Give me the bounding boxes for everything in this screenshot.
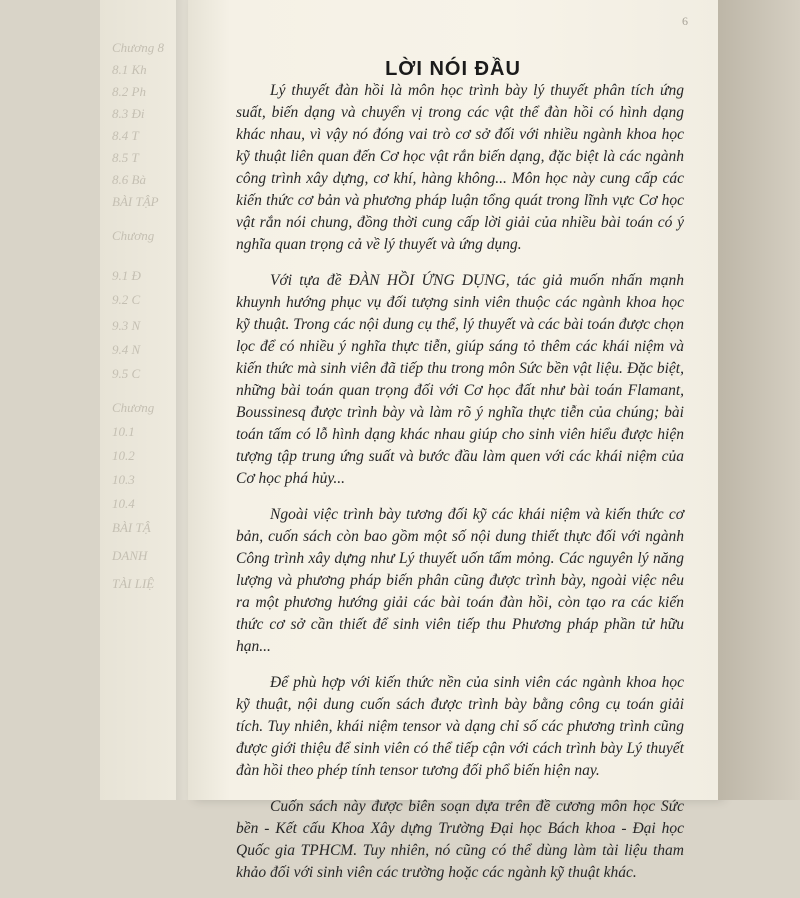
toc-fragment: 10.2 — [112, 448, 135, 463]
toc-fragment: 9.4 N — [112, 342, 141, 357]
page-number: 6 — [682, 14, 688, 28]
toc-fragment: Chương 8 — [112, 40, 164, 55]
toc-fragment: 10.4 — [112, 496, 135, 511]
toc-fragment: 9.3 N — [112, 318, 141, 333]
paragraph: Ngoài việc trình bày tương đối kỹ các khái niệm và kiến thức cơ bản, cuốn sách còn bao gồm một số nội dung thiết thực đối với ngành Công trình xây dựng như Lý thuyết uốn tấm mỏng. Các nguyên lý năng lượng và phương pháp biến phân cũng được trình bày, ngoài việc nêu ra một phương hướng giải các bài toán đàn hồi, còn tạo ra các kiến thức cơ sở cần thiết để sinh viên tiếp thu Phương pháp phần tử hữu hạn... — [236, 506, 684, 655]
toc-fragment: TÀI LIỆ — [112, 576, 155, 591]
toc-fragment: DANH — [112, 548, 148, 563]
toc-fragment: 8.6 Bà — [112, 172, 146, 187]
paragraph: Lý thuyết đàn hồi là môn học trình bày lý thuyết phân tích ứng suất, biến dạng và chuyển vị trong các vật thể đàn hồi có hình dạng khác nhau, vì vậy nó đóng vai trò cơ sở đối với nhiều ngành khoa học kỹ thuật liên quan đến Cơ học vật rắn biến dạng, đặc biệt là các ngành công trình xây dựng, cơ khí, hàng không... Môn học này cung cấp các kiến thức cơ bản và phương pháp luận tổng quát trong lĩnh vực Cơ học vật rắn nói chung, đồng thời cung cấp lời giải của nhiều bài toán có ý nghĩa quan trọng cả về lý thuyết và ứng dụng. — [236, 82, 684, 253]
toc-fragment: 8.1 Kh — [112, 62, 147, 77]
paragraph: Để phù hợp với kiến thức nền của sinh viên các ngành khoa học kỹ thuật, nội dung cuốn sách được trình bày bằng công cụ toán giải tích. Tuy nhiên, khái niệm tensor và dạng chỉ số các phương trình cũng được giới thiệu để sinh viên có thể tiếp cận với cách trình bày Lý thuyết đàn hồi theo phép tính tensor tương đối phổ biến hiện nay. — [236, 674, 684, 779]
toc-fragment: 8.3 Đi — [112, 106, 145, 121]
paragraph: Với tựa đề ĐÀN HỒI ỨNG DỤNG, tác giả muốn nhấn mạnh khuynh hướng phục vụ đối tượng sinh viên thuộc các ngành khoa học kỹ thuật. Trong các nội dung cụ thể, lý thuyết và các bài toán được chọn lọc để có nhiều ý nghĩa thực tiễn, giúp sáng tỏ thêm các khái niệm và kiến thức mà sinh viên đã tiếp thu trong môn Sức bền vật liệu. Đặc biệt, những bài toán quan trọng đối với Cơ học đất như bài toán Flamant, Boussinesq được trình bày và làm rõ ý nghĩa thực tiễn của chúng; bài toán tấm có lỗ hình dạng khác nhau giúp cho sinh viên hiểu được hiện tượng tập trung ứng suất và bước đầu làm quen với các khái niệm của Cơ học phá hủy... — [236, 272, 684, 487]
body-text — [236, 80, 684, 898]
toc-fragment: BÀI TẬ — [112, 520, 151, 535]
book-page — [188, 0, 718, 881]
toc-fragment: Chương — [112, 400, 155, 415]
toc-fragment: 10.1 — [112, 424, 135, 439]
paragraph: Cuốn sách này được biên soạn dựa trên đề cương môn học Sức bền - Kết cấu Khoa Xây dựng Trường Đại học Bách khoa - Đại học Quốc gia TPHCM. Tuy nhiên, nó cũng có thể dùng làm tài liệu tham khảo đối với sinh viên các trường hoặc các ngành kỹ thuật khác. — [236, 798, 684, 881]
page-title: LỜI NÓI ĐẦU — [385, 58, 521, 80]
toc-fragment: 9.5 C — [112, 366, 141, 381]
toc-fragment: 9.2 C — [112, 292, 141, 307]
toc-fragment: BÀI TẬP — [112, 194, 159, 209]
toc-fragment: 10.3 — [112, 472, 135, 487]
toc-fragment: Chương — [112, 228, 155, 243]
toc-fragment: 8.2 Ph — [112, 84, 146, 99]
toc-fragment: 8.5 T — [112, 150, 139, 165]
toc-fragment: 8.4 T — [112, 128, 139, 143]
toc-fragment: 9.1 Đ — [112, 268, 141, 283]
table-surface — [718, 0, 800, 800]
